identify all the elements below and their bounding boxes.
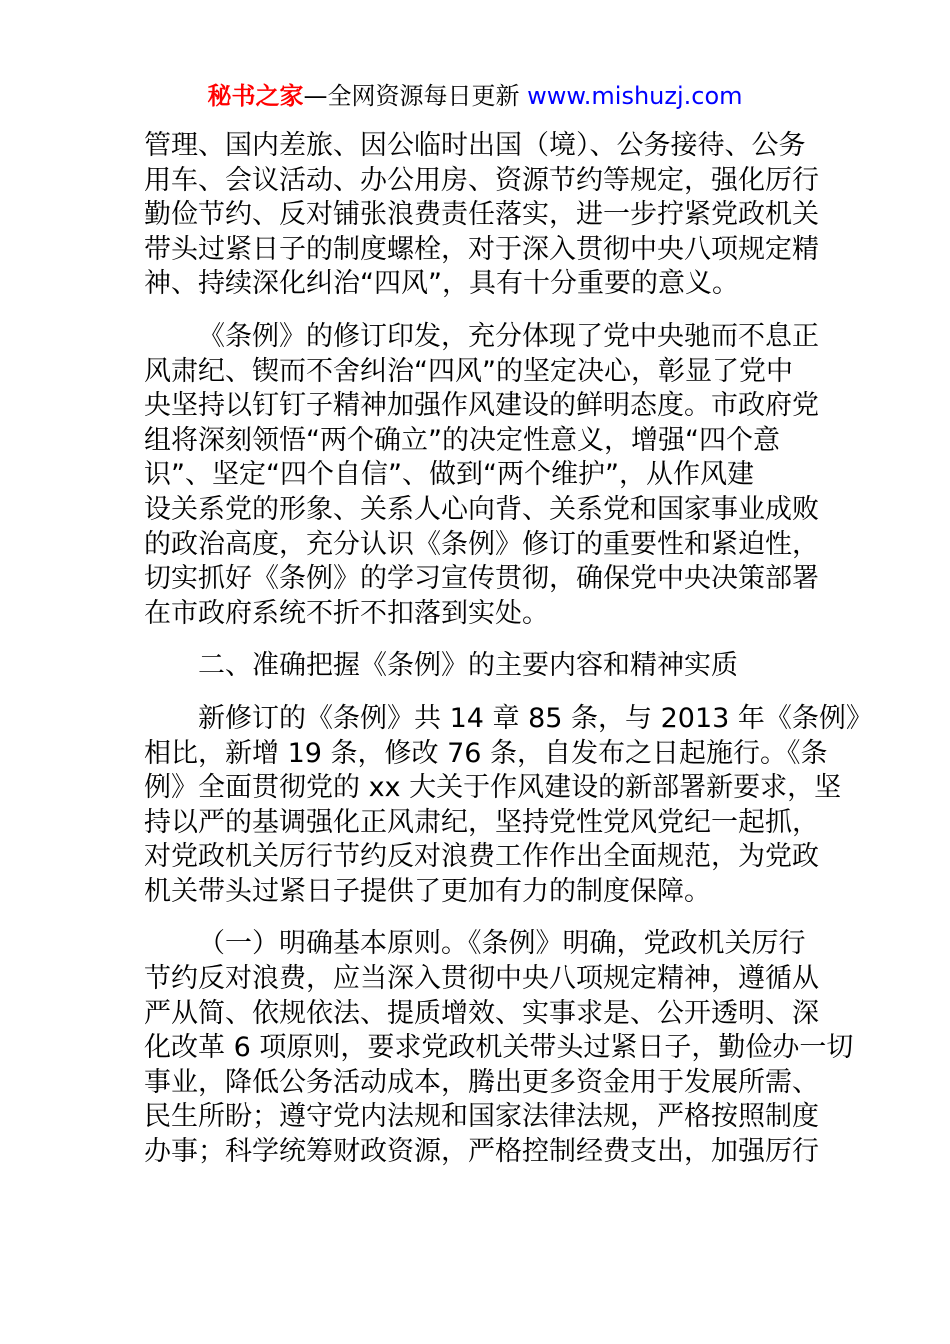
text-line: 事业，降低公务活动成本，腾出更多资金用于发展所需、: [144, 1066, 819, 1098]
text-line: 切实抓好《条例》的学习宣传贯彻，确保党中央决策部署: [144, 563, 819, 595]
text-line: 设关系党的形象、关系人心向背、关系党和国家事业成败: [144, 493, 819, 525]
paragraph-2: [144, 320, 819, 631]
paragraph-3: [144, 702, 873, 910]
text-line: 带头过紧日子的制度螺栓，对于深入贯彻中央八项规定精: [144, 233, 819, 265]
text-line: 相比，新增 19 条，修改 76 条，自发布之日起施行。《条: [144, 737, 828, 769]
section-heading: [144, 649, 808, 684]
text-line: 管理、国内差旅、因公临时出国（境）、公务接待、公务: [144, 130, 806, 161]
text-line: 节约反对浪费，应当深入贯彻中央八项规定精神，遵循从: [144, 963, 819, 995]
site-brand: 秘书之家: [207, 82, 304, 110]
text-line: 民生所盼；遵守党内法规和国家法律法规，严格按照制度: [144, 1101, 819, 1133]
text-line: 识”、坚定“四个自信”、做到“两个维护”，从作风建: [144, 459, 754, 491]
text-line: 神、持续深化纠治“四风”，具有十分重要的意义。: [144, 268, 739, 300]
text-line: 对党政机关厉行节约反对浪费工作作出全面规范，为党政: [144, 841, 819, 873]
text-line: 化改革 6 项原则，要求党政机关带头过紧日子，勤俭办一切: [144, 1032, 854, 1064]
text-line: 组将深刻领悟“两个确立”的决定性意义，增强“四个意: [144, 424, 780, 456]
site-tagline: —全网资源每日更新: [303, 82, 520, 110]
section-heading-text: 二、准确把握《条例》的主要内容和精神实质: [198, 650, 738, 682]
text-line: 办事；科学统筹财政资源，严格控制经费支出，加强厉行: [144, 1136, 819, 1168]
text-line: 在市政府系统不折不扣落到实处。: [144, 597, 549, 629]
text-line: 央坚持以钉钉子精神加强作风建设的鲜明态度。市政府党: [144, 390, 819, 422]
text-line: 《条例》的修订印发，充分体现了党中央驰而不息正: [198, 320, 819, 352]
text-line: 持以严的基调强化正风肃纪，坚持党性党风党纪一起抓，: [144, 806, 819, 838]
text-line: （一）明确基本原则。《条例》明确，党政机关厉行: [198, 928, 806, 960]
paragraph-1: [144, 129, 819, 302]
paragraph-4: [144, 927, 854, 1169]
text-line: 用车、会议活动、办公用房、资源节约等规定，强化厉行: [144, 164, 819, 196]
text-line: 新修订的《条例》共 14 章 85 条，与 2013 年《条例》: [198, 702, 873, 734]
text-line: 机关带头过紧日子提供了更加有力的制度保障。: [144, 875, 711, 907]
page-header: [0, 80, 950, 112]
text-line: 严从简、依规依法、提质增效、实事求是、公开透明、深: [144, 997, 819, 1029]
text-line: 例》全面贯彻党的 xx 大关于作风建设的新部署新要求，坚: [144, 772, 842, 804]
site-url-link[interactable]: www.mishuzj.com: [519, 82, 743, 110]
text-line: 风肃纪、锲而不舍纠治“四风”的坚定决心，彰显了党中: [144, 355, 793, 387]
document-body: [144, 129, 873, 1188]
text-line: 勤俭节约、反对铺张浪费责任落实，进一步拧紧党政机关: [144, 199, 819, 231]
text-line: 的政治高度，充分认识《条例》修订的重要性和紧迫性，: [144, 528, 819, 560]
